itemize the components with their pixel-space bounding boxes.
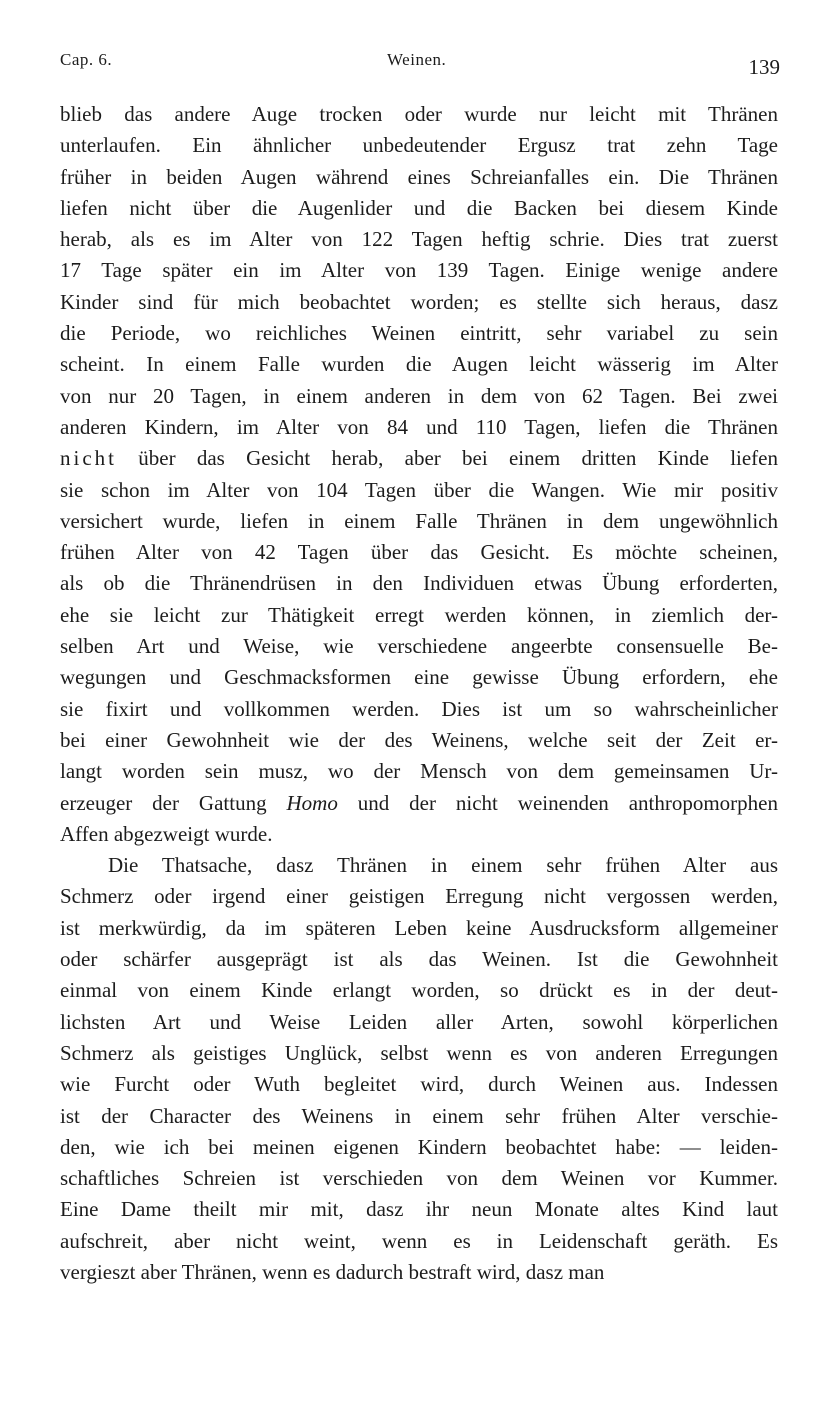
text-line: früher in beiden Augen während eines Schreianfalles ein. Die Thränen [60,164,778,189]
text-line: herab, als es im Alter von 122 Tagen heftig schrie. Dies trat zuerst [60,227,778,252]
paragraph [60,850,778,1288]
chapter-label: Cap. 6. [60,50,113,69]
text-line: einmal von einem Kinde erlangt worden, so drückt es in der deut- [60,978,778,1003]
text-line: lichsten Art und Weise Leiden aller Arten, sowohl körperlichen [60,1009,778,1034]
italic-genus-name: Homo [286,790,338,815]
text-line: ist merkwürdig, da im späteren Leben keine Ausdrucksform allgemeiner [60,915,778,940]
text-line: frühen Alter von 42 Tagen über das Gesicht. Es möchte scheinen, [60,540,778,565]
text-line: als ob die Thränendrüsen in den Individuen etwas Übung erforderten, [60,571,778,596]
text-line: Schmerz oder irgend einer geistigen Erregung nicht vergossen werden, [60,884,778,909]
text-line: ist der Character des Weinens in einem sehr frühen Alter verschie- [60,1103,778,1128]
text-line: scheint. In einem Falle wurden die Augen leicht wässerig im Alter [60,352,778,377]
text-line: den, wie ich bei meinen eigenen Kindern beobachtet habe: — leiden- [60,1134,778,1159]
body-text [60,99,778,1288]
page-number: 139 [748,55,780,79]
text-line: liefen nicht über die Augenlider und die Backen bei diesem Kinde [60,195,778,220]
text-line: erzeuger der Gattung Homo und der nicht weinenden anthropomorphen [60,790,778,815]
text-line: sie fixirt und vollkommen werden. Dies ist um so wahrscheinlicher [60,696,778,721]
text-line: die Periode, wo reichliches Weinen eintritt, sehr variabel zu sein [60,321,778,346]
text-line: wie Furcht oder Wuth begleitet wird, durch Weinen aus. Indessen [60,1072,778,1097]
text-line: Affen abgezweigt wurde. [60,821,273,846]
text-line: schaftliches Schreien ist verschieden von dem Weinen vor Kummer. [60,1166,778,1191]
text-line: langt worden sein musz, wo der Mensch von dem gemeinsamen Ur- [60,759,778,784]
text-line: vergieszt aber Thränen, wenn es dadurch bestraft wird, dasz man [60,1259,605,1284]
text-line: oder schärfer ausgeprägt ist als das Weinen. Ist die Gewohnheit [60,947,778,972]
text-line: versichert wurde, liefen in einem Falle Thränen in dem ungewöhnlich [60,508,778,533]
text-line: unterlaufen. Ein ähnlicher unbedeutender Ergusz trat zehn Tage [60,133,778,158]
text-line: bei einer Gewohnheit wie der des Weinens, welche seit der Zeit er- [60,727,778,752]
running-header [60,46,780,78]
text-line: aufschreit, aber nicht weint, wenn es in Leidenschaft geräth. Es [60,1228,778,1253]
text-line: Eine Dame theilt mir mit, dasz ihr neun Monate altes Kind laut [60,1197,778,1222]
text-line: Kinder sind für mich beobachtet worden; es stellte sich heraus, dasz [60,289,778,314]
text-line: sie schon im Alter von 104 Tagen über die Wangen. Wie mir positiv [60,477,778,502]
text-line: ehe sie leicht zur Thätigkeit erregt werden können, in ziemlich der- [60,602,778,627]
text-line: von nur 20 Tagen, in einem anderen in dem von 62 Tagen. Bei zwei [60,383,778,408]
running-title: Weinen. [387,50,447,69]
text-line: anderen Kindern, im Alter von 84 und 110 Tagen, liefen die Thränen [60,414,778,439]
text-line: 17 Tage später ein im Alter von 139 Tagen. Einige wenige andere [60,258,778,283]
paragraph [60,99,778,850]
text-line: nicht über das Gesicht herab, aber bei einem dritten Kinde liefen [60,446,778,471]
text-line: Schmerz als geistiges Unglück, selbst wenn es von anderen Erregungen [60,1040,778,1065]
text-line: selben Art und Weise, wie verschiedene angeerbte consensuelle Be- [60,634,778,659]
text-line: Die Thatsache, dasz Thränen in einem sehr frühen Alter aus [108,853,778,878]
text-line: wegungen und Geschmacksformen eine gewisse Übung erfordern, ehe [60,665,778,690]
spaced-emphasis: nicht [60,446,117,471]
text-line: blieb das andere Auge trocken oder wurde nur leicht mit Thränen [60,102,778,126]
